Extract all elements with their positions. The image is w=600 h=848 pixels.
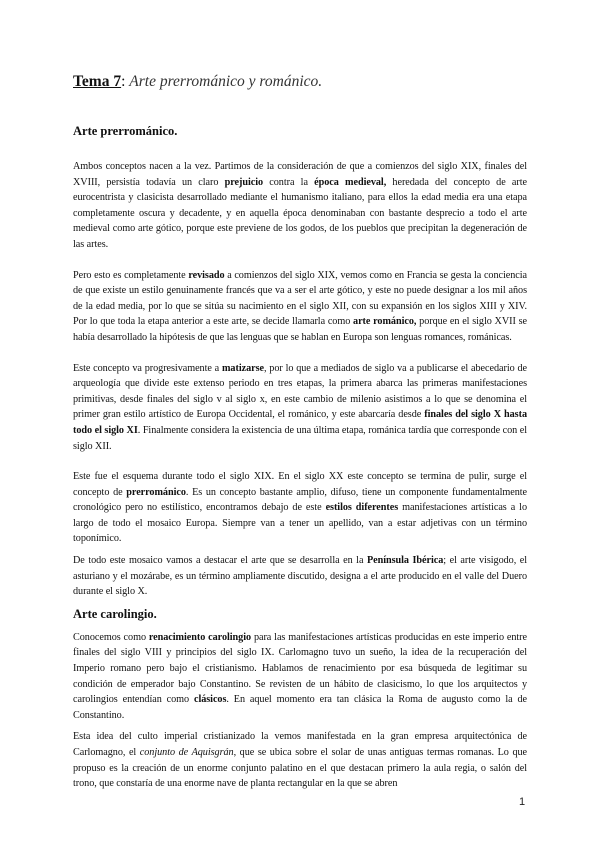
bold-term: Península Ibérica (366, 555, 444, 567)
title-colon: : (121, 73, 126, 90)
paragraph-1: Ambos conceptos nacen a la vez. Partimos de la consideración de que a comienzos del siglo XIX, finales del XVIII, persistía todavía un claro prejuicio contra la época medieval, heredada del concepto de arte eurocentrista y clasicista desarrollado mediante el humanismo italiano, para ellos la edad media era una etapa completamente oscura y decadente, y en aquella época denominaban con bastante desprecio a todo el arte medieval como arte gótico, porque este previene de los godos, de los pueblos que precipitan la degeneración de las artes. (73, 161, 527, 250)
paragraph-2: Pero esto es completamente revisado a comienzos del siglo XIX, vemos como en Francia se gesta la conciencia de que existe un estilo genuinamente francés que va a ser el arte gótico, y este no puede designar a los mil años de la edad media, por lo que se sitúa su nacimiento en el siglo XII, con su expansión en los siglos XIII y XIV. Por lo que toda la etapa anterior a este arte, se decide llamarla como arte románico, porque en el siglo XVII se había desarrollado la hipótesis de que las lenguas que se hablan en Europa son lenguas romances, románicas. (73, 269, 528, 343)
page-content (73, 72, 527, 798)
page-number: 1 (519, 796, 526, 808)
bold-term: prerrománico (126, 486, 186, 498)
bold-term: finales del siglo X hasta todo el siglo XI (73, 409, 527, 436)
bold-term: clásicos (193, 694, 227, 706)
italic-term: conjunto de Aquisgrán (139, 747, 234, 758)
bold-term: época medieval, (314, 176, 387, 188)
bold-term: arte románico, (353, 316, 417, 328)
section-heading-prerromanico: Arte prerrománico. (73, 124, 178, 138)
document-title (73, 72, 527, 92)
title-tema-label: Tema 7 (73, 73, 122, 90)
paragraph-4: Este fue el esquema durante todo el siglo XIX. En el siglo XX este concepto se termina de pulir, surge el concepto de prerrománico. Es un concepto bastante amplio, difuso, tiene un componente fundamentalmente cronológico pero no estilístico, encontramos debajo de este estilos diferentes manifestaciones artísticas a lo largo de todo el mosaico Europa. Siempre van a tener un apellido, van a estar adjetivas con un término toponímico. (73, 471, 527, 545)
bold-term: prejuicio (224, 176, 264, 188)
title-subtitle: Arte prerrománico y románico. (129, 73, 323, 90)
paragraph-7: Esta idea del culto imperial cristianizado la vemos manifestada en la gran empresa arquitectónica de Carlomagno, el conjunto de Aquisgrán, que se ubica sobre el solar de unas antiguas termas romanas. Lo que propuso es la creación de un enorme conjunto palatino en el que destacan primero la aula regia, o salón del trono, que constaría de una enorme nave de planta rectangular en la que se abren (73, 731, 527, 790)
section-heading-carolingio: Arte carolingio. (73, 606, 157, 621)
bold-term: renacimiento carolingio (148, 631, 252, 643)
bold-term: matizarse (222, 362, 264, 374)
paragraph-6: Conocemos como renacimiento carolingio para las manifestaciones artísticas producidas en este imperio entre finales del siglo VIII y principios del siglo IX. Carlomagno tuvo un sueño, la idea de la recuperación del Imperio romano pero bajo el cristianismo. Hablamos de renacimiento por esa búsqueda de legitimar su condición de emperador bajo Constantino. Se revisten de un hábito de clasicismo, lo que los arquitectos y carolingios entendían como clásicos. En aquel momento era tan clásica la Roma de augusto como la de Constantino. (73, 631, 527, 721)
bold-term: estilos diferentes (325, 502, 399, 514)
paragraph-3: Este concepto va progresivamente a matizarse, por lo que a mediados de siglo va a publicarse el abecedario de arqueología que divide este extenso periodo en tres etapas, la primera abarca las primeras manifestaciones primitivas, desde finales del siglo v al siglo x, en este cambio de milenio asistimos a lo que se denomina el primer gran estilo artístico de Europa Occidental, el románico, y este abarcaría desde finales del siglo X hasta todo el siglo XI. Finalmente considera la existencia de una última etapa, románica tardía que corresponde con el siglo XII. (73, 362, 528, 452)
paragraph-5: De todo este mosaico vamos a destacar el arte que se desarrolla en la Península Ibérica; el arte visigodo, el asturiano y el mozárabe, es un término ampliamente discutido, designa a el arte producido en el valle del Duero durante el siglo X. (73, 555, 527, 598)
bold-term: revisado (188, 269, 225, 281)
